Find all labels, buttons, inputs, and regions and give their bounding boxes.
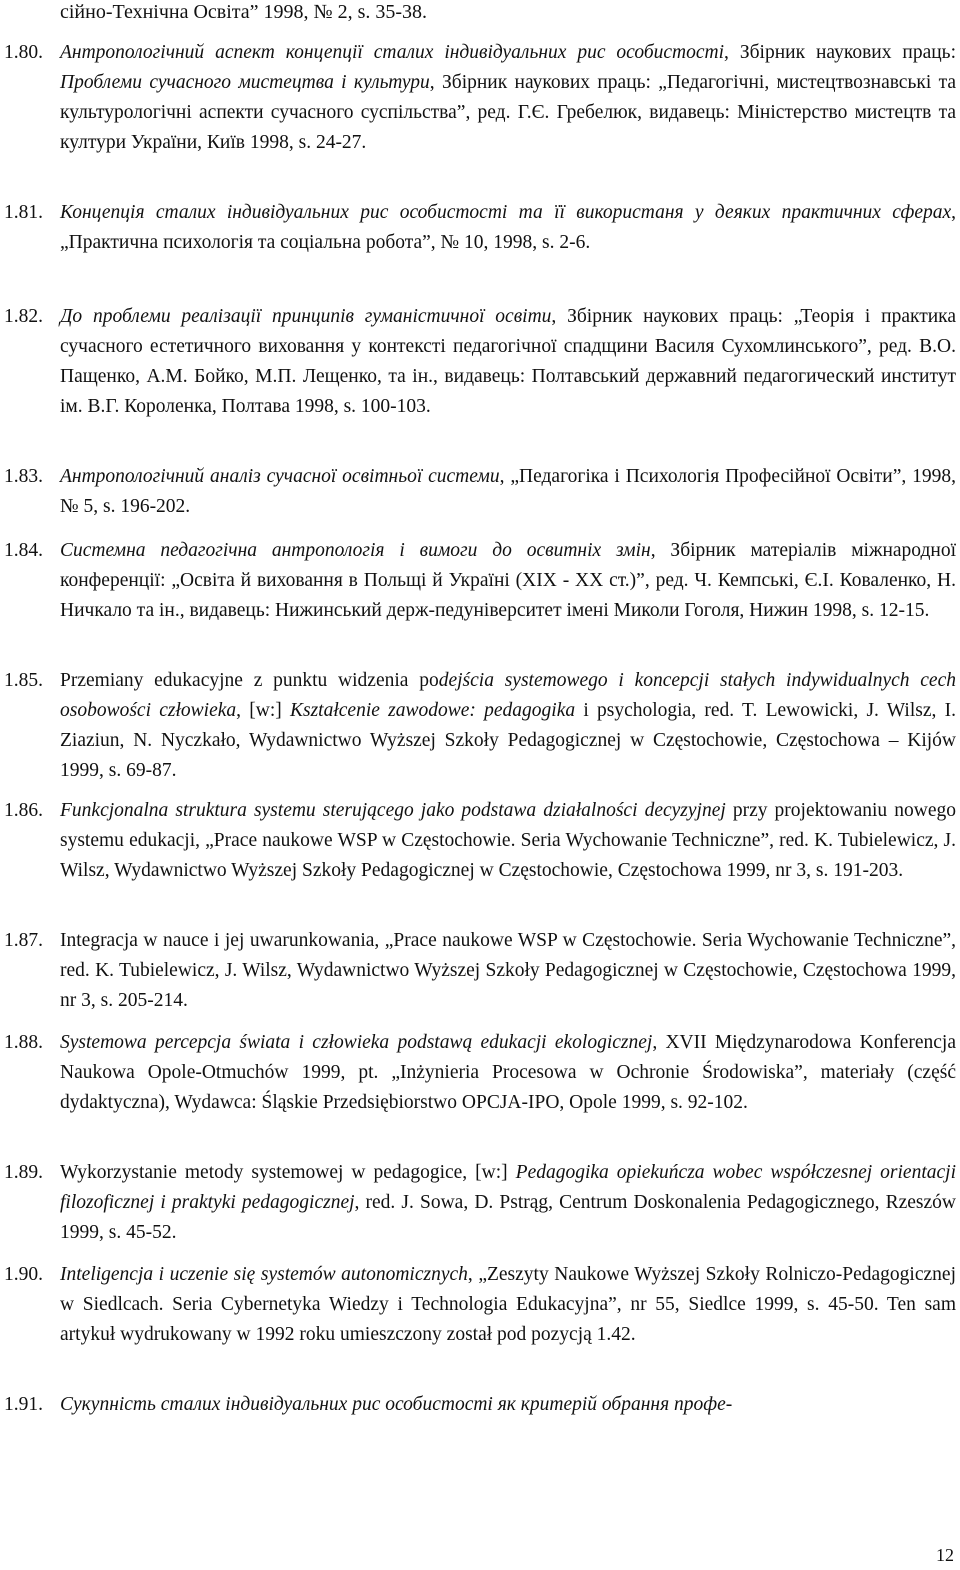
reference-number: 1.89.	[4, 1162, 43, 1183]
reference-details: , red. J. Sowa, D. Pstrąg, Centrum Doskonalenia Pedagogicznego, Rzeszów 1999, s. 45-52.	[60, 1192, 956, 1243]
reference-title: Inteligencja i uczenie się systemów autonomicznych	[60, 1264, 468, 1285]
reference-text	[60, 198, 956, 258]
reference-number: 1.91.	[4, 1394, 43, 1415]
reference-title: Funkcjonalna struktura systemu sterującego jako podstawa działalności decyzyjnej	[60, 800, 726, 821]
reference-text	[60, 536, 956, 626]
reference-title: Антропологічний аналіз сучасної освітньої системи	[60, 466, 500, 487]
reference-details: , Збірник наукових праць: „Педагогічні, мистецтвознавські та культурологічні аспекти сучасного суспільства”, ред. Г.Є. Гребелюк, видавець: Міністерство мистецтв та култури України, Київ 1998, s. 24-27.	[60, 72, 956, 153]
reference-details: , Збірник наукових праць: „Теорія і практика сучасного естетичного виховання у контексті педагогічної спадщини Василя Сухомлинського”, ред. В.О. Пащенко, А.М. Бойко, М.П. Лещенко, та ін., видавець: Полтавський державний педагогический институт ім. В.Г. Короленка, Полтава 1998, s. 100-103.	[60, 306, 956, 417]
reference-title: До проблеми реалізації принципів гуманістичної освіти	[60, 306, 552, 327]
reference-text	[60, 1158, 956, 1248]
reference-details: Integracja w nauce i jej uwarunkowania, „Prace naukowe WSP w Częstochowie. Seria Wychowanie Techniczne”, red. K. Tubielewicz, J. Wilsz, Wydawnictwo Wyższej Szkoły Pedagogicznej w Częstochowie, Częstochowa 1999, nr 3, s. 205-214.	[60, 930, 956, 1011]
reference-text	[60, 1260, 956, 1350]
reference-text	[60, 796, 956, 886]
reference-number: 1.83.	[4, 466, 43, 487]
reference-title: Сукупність сталих індивідуальних рис особистості як критерій обрання профе-	[60, 1394, 733, 1415]
reference-source-title: Kształcenie zawodowe: pedagogika	[290, 700, 576, 721]
reference-text	[60, 1390, 956, 1420]
reference-number: 1.86.	[4, 800, 43, 821]
reference-details: przy projektowaniu nowego systemu edukacji, „Prace naukowe WSP w Częstochowie. Seria Wychowanie Techniczne”, red. K. Tubielewicz, J. Wilsz, Wydawnictwo Wyższej Szkoły Pedagogicznej w Częstochowie, Częstochowa 1999, nr 3, s. 191-203.	[60, 800, 956, 881]
reference-number: 1.88.	[4, 1032, 43, 1053]
reference-details: , Збірник наукових праць:	[724, 42, 956, 63]
reference-title: Антропологічний аспект концепції сталих індивідуальних рис особистості	[60, 42, 725, 63]
reference-details: , [w:]	[236, 700, 290, 721]
reference-number: 1.84.	[4, 540, 43, 561]
reference-text	[60, 1028, 956, 1118]
reference-title: Концепція сталих індивідуальних рис особистості та її використаня у деяких практичних сферах	[60, 202, 952, 223]
reference-text	[60, 926, 956, 1016]
reference-text	[60, 38, 956, 158]
reference-details: , Збірник матеріалів міжнародної конференції: „Освіта й виховання в Польщі й Україні (XIX - XX ст.)”, ред. Ч. Кемпські, Є.І. Коваленко, Н. Ничкало та ін., видавець: Нижинський держ-педуніверситет імені Миколи Гоголя, Нижин 1998, s. 12-15.	[60, 540, 957, 621]
reference-text	[60, 302, 956, 422]
reference-title: Wykorzystanie metody systemowej w pedagogice, [w:]	[60, 1162, 516, 1183]
reference-number: 1.85.	[4, 670, 43, 691]
reference-number: 1.81.	[4, 202, 43, 223]
reference-number: 1.80.	[4, 42, 43, 63]
reference-text	[60, 462, 956, 522]
reference-title-start: Przemiany edukacyjne z punktu widzenia po	[60, 670, 439, 691]
reference-source-title: Pedagogika opiekuńcza wobec współczesnej orientacji filozoficznej i praktyki pedagogicznej	[60, 1162, 956, 1213]
page-number: 12	[936, 1545, 954, 1565]
reference-number: 1.90.	[4, 1264, 43, 1285]
continued-reference-fragment: сійно-Технічна Освіта” 1998, № 2, s. 35-38.	[60, 1, 428, 23]
reference-title: Системна педагогічна антропологія і вимоги до освитніх змін	[60, 540, 651, 561]
reference-details: , „Педагогіка і Психологія Професійної Освіти”, 1998, № 5, s. 196-202.	[60, 466, 957, 517]
reference-title: dejścia systemowego i koncepcji stałych indywidualnych cech osobowości człowieka	[60, 670, 956, 721]
reference-title: Systemowa percepcja świata i człowieka podstawą edukacji ekologicznej	[60, 1032, 653, 1053]
reference-details: , „Практична психологія та соціальна робота”, № 10, 1998, s. 2-6.	[60, 202, 956, 253]
reference-details: , „Zeszyty Naukowe Wyższej Szkoły Rolniczo-Pedagogicznej w Siedlcach. Seria Cybernetyka Wiedzy i Technologia Edukacyjna”, nr 55, Siedlce 1999, s. 45-50. Ten sam artykuł wydrukowany w 1992 roku umieszczony został pod pozycją 1.42.	[60, 1264, 956, 1345]
reference-details: i psychologia, red. T. Lewowicki, J. Wilsz, I. Ziaziun, N. Nyczkało, Wydawnictwo Wyższej Szkoły Pedagogicznej w Częstochowie, Częstochowa – Kijów 1999, s. 69-87.	[60, 700, 956, 781]
reference-source-title: Проблеми сучасного мистецтва і культури	[60, 72, 430, 93]
reference-details: , XVII Międzynarodowa Konferencja Naukowa Opole-Otmuchów 1999, pt. „Inżynieria Procesowa w Ochronie Środowiska”, materiały (część dydaktyczna), Wydawca: Śląskie Przedsiębiorstwo OPCJA-IPO, Opole 1999, s. 92-102.	[60, 1032, 956, 1113]
reference-number: 1.87.	[4, 930, 43, 951]
reference-number: 1.82.	[4, 306, 43, 327]
reference-text	[60, 666, 956, 786]
